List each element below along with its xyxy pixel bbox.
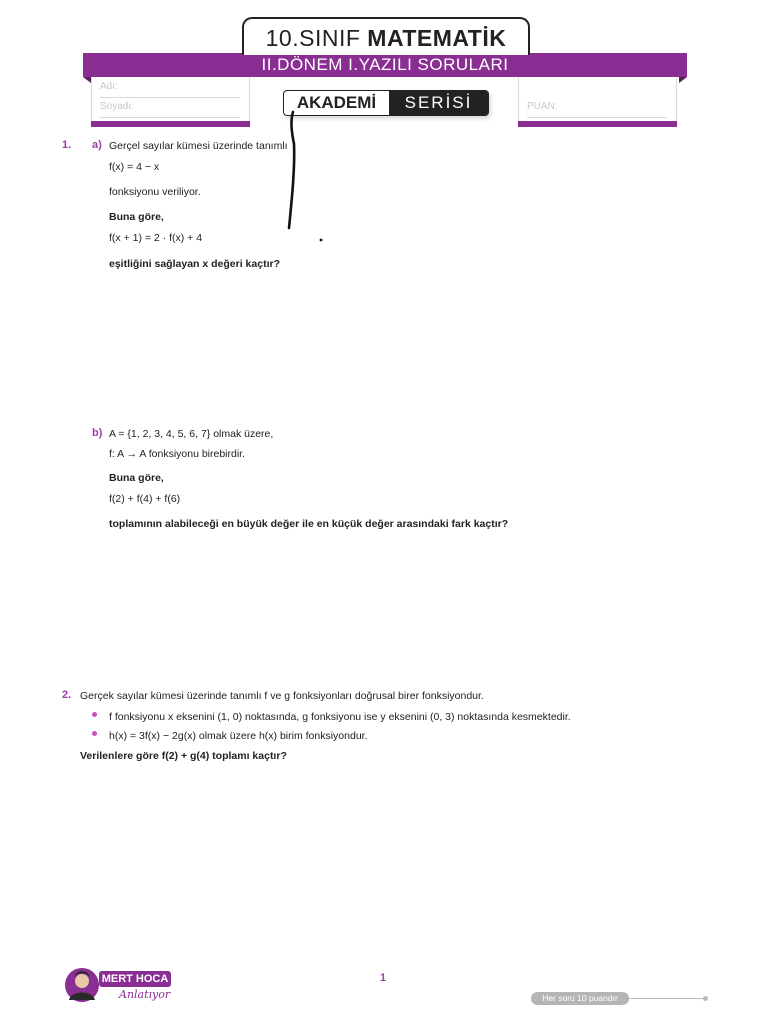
mapping-domain: f: A [109,448,124,460]
question-1b-label: b) [92,427,103,439]
mapping-codomain: A fonksiyonu birebirdir. [139,448,246,460]
series-badge-right: SERİSİ [389,91,488,115]
question-1a-function: f(x) = 4 − x [109,161,160,173]
logo-name: MERT HOCA [101,973,169,985]
pen-stroke-mark [280,108,330,248]
question-1a-ask: eşitliğini sağlayan x değeri kaçtır? [109,258,280,270]
exam-title [242,17,530,55]
logo-sub: Anlatıyor [119,988,171,1001]
student-info-box [91,77,250,122]
question-2-bullet-1: f fonksiyonu x eksenini (1, 0) noktasında, g fonksiyonu ise y eksenini (0, 3) noktasında kesmektedir. [109,711,571,723]
exam-title-grade: 10.SINIF [265,25,368,51]
question-1-number: 1. [62,139,72,151]
question-2-number: 2. [62,689,72,701]
question-1b-expression: f(2) + f(4) + f(6) [109,493,181,505]
series-badge-left: AKADEMİ [296,93,377,112]
name-field[interactable]: Adı: [100,79,240,98]
bullet-dot-icon [92,731,97,736]
question-1a-lead: Buna göre, [109,211,164,223]
footer-divider [629,998,705,999]
question-1b-mapping [109,448,245,460]
page-number: 1 [380,972,387,984]
footer-dot-icon [703,996,708,1001]
exam-title-subject: MATEMATİK [367,25,507,51]
score-box [518,77,677,122]
question-2-bullet-2: h(x) = 3f(x) − 2g(x) olmak üzere h(x) birim fonksiyondur. [109,730,368,742]
arrow-right-icon: → [126,448,138,460]
question-1b-ask: toplamının alabileceği en büyük değer ile en küçük değer arasındaki fark kaçtır? [109,518,509,530]
question-1a-equation: f(x + 1) = 2 · f(x) + 4 [109,232,203,244]
score-field[interactable]: PUAN: [527,99,667,118]
question-1b-lead: Buna göre, [109,472,164,484]
question-1a-intro: Gerçel sayılar kümesi üzerinde tanımlı [109,140,288,152]
mert-hoca-logo [63,964,179,1008]
question-1a-label: a) [92,139,102,151]
question-2-intro: Gerçek sayılar kümesi üzerinde tanımlı f ve g fonksiyonları doğrusal birer fonksiyondur. [80,690,484,702]
points-note: Her soru 10 puandır [531,992,629,1005]
logo-avatar-icon [63,964,179,1008]
bullet-dot-icon [92,712,97,717]
exam-subtitle: II.DÖNEM I.YAZILI SORULARI [261,55,509,74]
surname-field[interactable]: Soyadı: [100,99,240,118]
question-1a-given: fonksiyonu veriliyor. [109,186,201,198]
question-2-ask: Verilenlere göre f(2) + g(4) toplamı kaçtır? [80,750,287,762]
question-1b-set: A = {1, 2, 3, 4, 5, 6, 7} olmak üzere, [109,428,274,440]
